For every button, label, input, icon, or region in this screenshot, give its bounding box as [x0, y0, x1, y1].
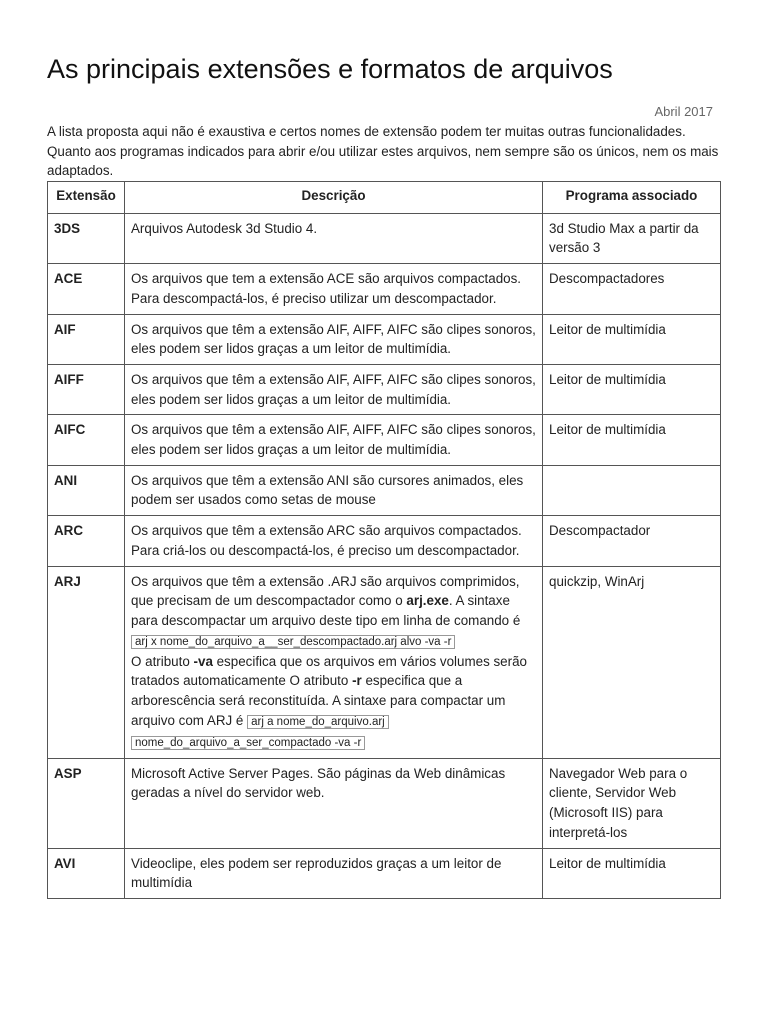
- cell-description: [125, 566, 543, 758]
- cell-extension: ARC: [48, 516, 125, 566]
- page-title: As principais extensões e formatos de arquivos: [47, 54, 613, 84]
- cell-description: Os arquivos que tem a extensão ACE são arquivos compactados. Para descompactá-los, é preciso utilizar um descompactador.: [125, 264, 543, 314]
- desc-bold: -r: [352, 673, 362, 689]
- table-header-row: [48, 182, 721, 214]
- header-extension: Extensão: [48, 182, 125, 214]
- cell-program: quickzip, WinArj: [543, 566, 721, 758]
- cell-program: Leitor de multimídia: [543, 415, 721, 465]
- desc-text: O atributo: [131, 653, 194, 669]
- cell-extension: ANI: [48, 465, 125, 515]
- cell-description: Arquivos Autodesk 3d Studio 4.: [125, 213, 543, 263]
- desc-text: especifica que a arborescência será reconstituída. A sintaxe para compactar um arquivo com ARJ é: [131, 673, 506, 728]
- table-row: [48, 516, 721, 566]
- cell-program: Leitor de multimídia: [543, 314, 721, 364]
- table-row: [48, 364, 721, 414]
- cell-extension: 3DS: [48, 213, 125, 263]
- cell-extension: AIF: [48, 314, 125, 364]
- cell-description: Microsoft Active Server Pages. São páginas da Web dinâmicas geradas a nível do servidor web.: [125, 758, 543, 848]
- desc-bold: arj.exe: [406, 593, 449, 609]
- code-snippet: arj x nome_do_arquivo_a__ser_descompactado.arj alvo -va -r: [131, 635, 455, 649]
- cell-description: Os arquivos que têm a extensão AIF, AIFF, AIFC são clipes sonoros, eles podem ser lidos graças a um leitor de multimídia.: [125, 364, 543, 414]
- header-description: Descrição: [125, 182, 543, 214]
- desc-text: Os arquivos que têm a extensão .ARJ são arquivos comprimidos, que precisam de um descompactador como o: [131, 573, 520, 609]
- desc-text: . A sintaxe para descompactar um arquivo deste tipo em linha de comando é: [131, 593, 521, 628]
- intro-paragraph: A lista proposta aqui não é exaustiva e certos nomes de extensão podem ter muitas outras funcionalidades. Quanto aos programas indicados para abrir e/ou utilizar estes arquivos, nem sempre são os únicos, nem os mais adaptados.: [47, 124, 719, 178]
- table-row: [48, 314, 721, 364]
- desc-text: especifica que os arquivos em vários volumes serão tratados automaticamente O atributo: [131, 653, 527, 689]
- cell-program: 3d Studio Max a partir da versão 3: [543, 213, 721, 263]
- table-row: [48, 848, 721, 898]
- header-program: Programa associado: [543, 182, 721, 214]
- cell-extension: ACE: [48, 264, 125, 314]
- cell-extension: AIFF: [48, 364, 125, 414]
- extensions-table: [47, 181, 721, 899]
- cell-description: Videoclipe, eles podem ser reproduzidos graças a um leitor de multimídia: [125, 848, 543, 898]
- cell-extension: ASP: [48, 758, 125, 848]
- cell-extension: AVI: [48, 848, 125, 898]
- table-row: [48, 415, 721, 465]
- cell-program: Navegador Web para o cliente, Servidor Web (Microsoft IIS) para interpretá-los: [543, 758, 721, 848]
- cell-description: Os arquivos que têm a extensão AIF, AIFF, AIFC são clipes sonoros, eles podem ser lidos graças a um leitor de multimídia.: [125, 415, 543, 465]
- cell-program: Leitor de multimídia: [543, 364, 721, 414]
- cell-description: Os arquivos que têm a extensão AIF, AIFF, AIFC são clipes sonoros, eles podem ser lidos graças a um leitor de multimídia.: [125, 314, 543, 364]
- cell-extension: AIFC: [48, 415, 125, 465]
- desc-bold: -va: [193, 653, 213, 669]
- table-row: [48, 566, 721, 758]
- cell-program: Descompactador: [543, 516, 721, 566]
- cell-program: [543, 465, 721, 515]
- code-snippet: arj a nome_do_arquivo.arj nome_do_arquivo_a_ser_compactado -va -r: [131, 715, 389, 750]
- table-row: [48, 465, 721, 515]
- table-row: [48, 264, 721, 314]
- cell-extension: ARJ: [48, 566, 125, 758]
- cell-program: Leitor de multimídia: [543, 848, 721, 898]
- table-row: [48, 758, 721, 848]
- table-row: [48, 213, 721, 263]
- cell-description: Os arquivos que têm a extensão ANI são cursores animados, eles podem ser usados como setas de mouse: [125, 465, 543, 515]
- cell-program: Descompactadores: [543, 264, 721, 314]
- cell-description: Os arquivos que têm a extensão ARC são arquivos compactados. Para criá-los ou descompactá-los, é preciso um descompactador.: [125, 516, 543, 566]
- publish-date: Abril 2017: [654, 104, 713, 119]
